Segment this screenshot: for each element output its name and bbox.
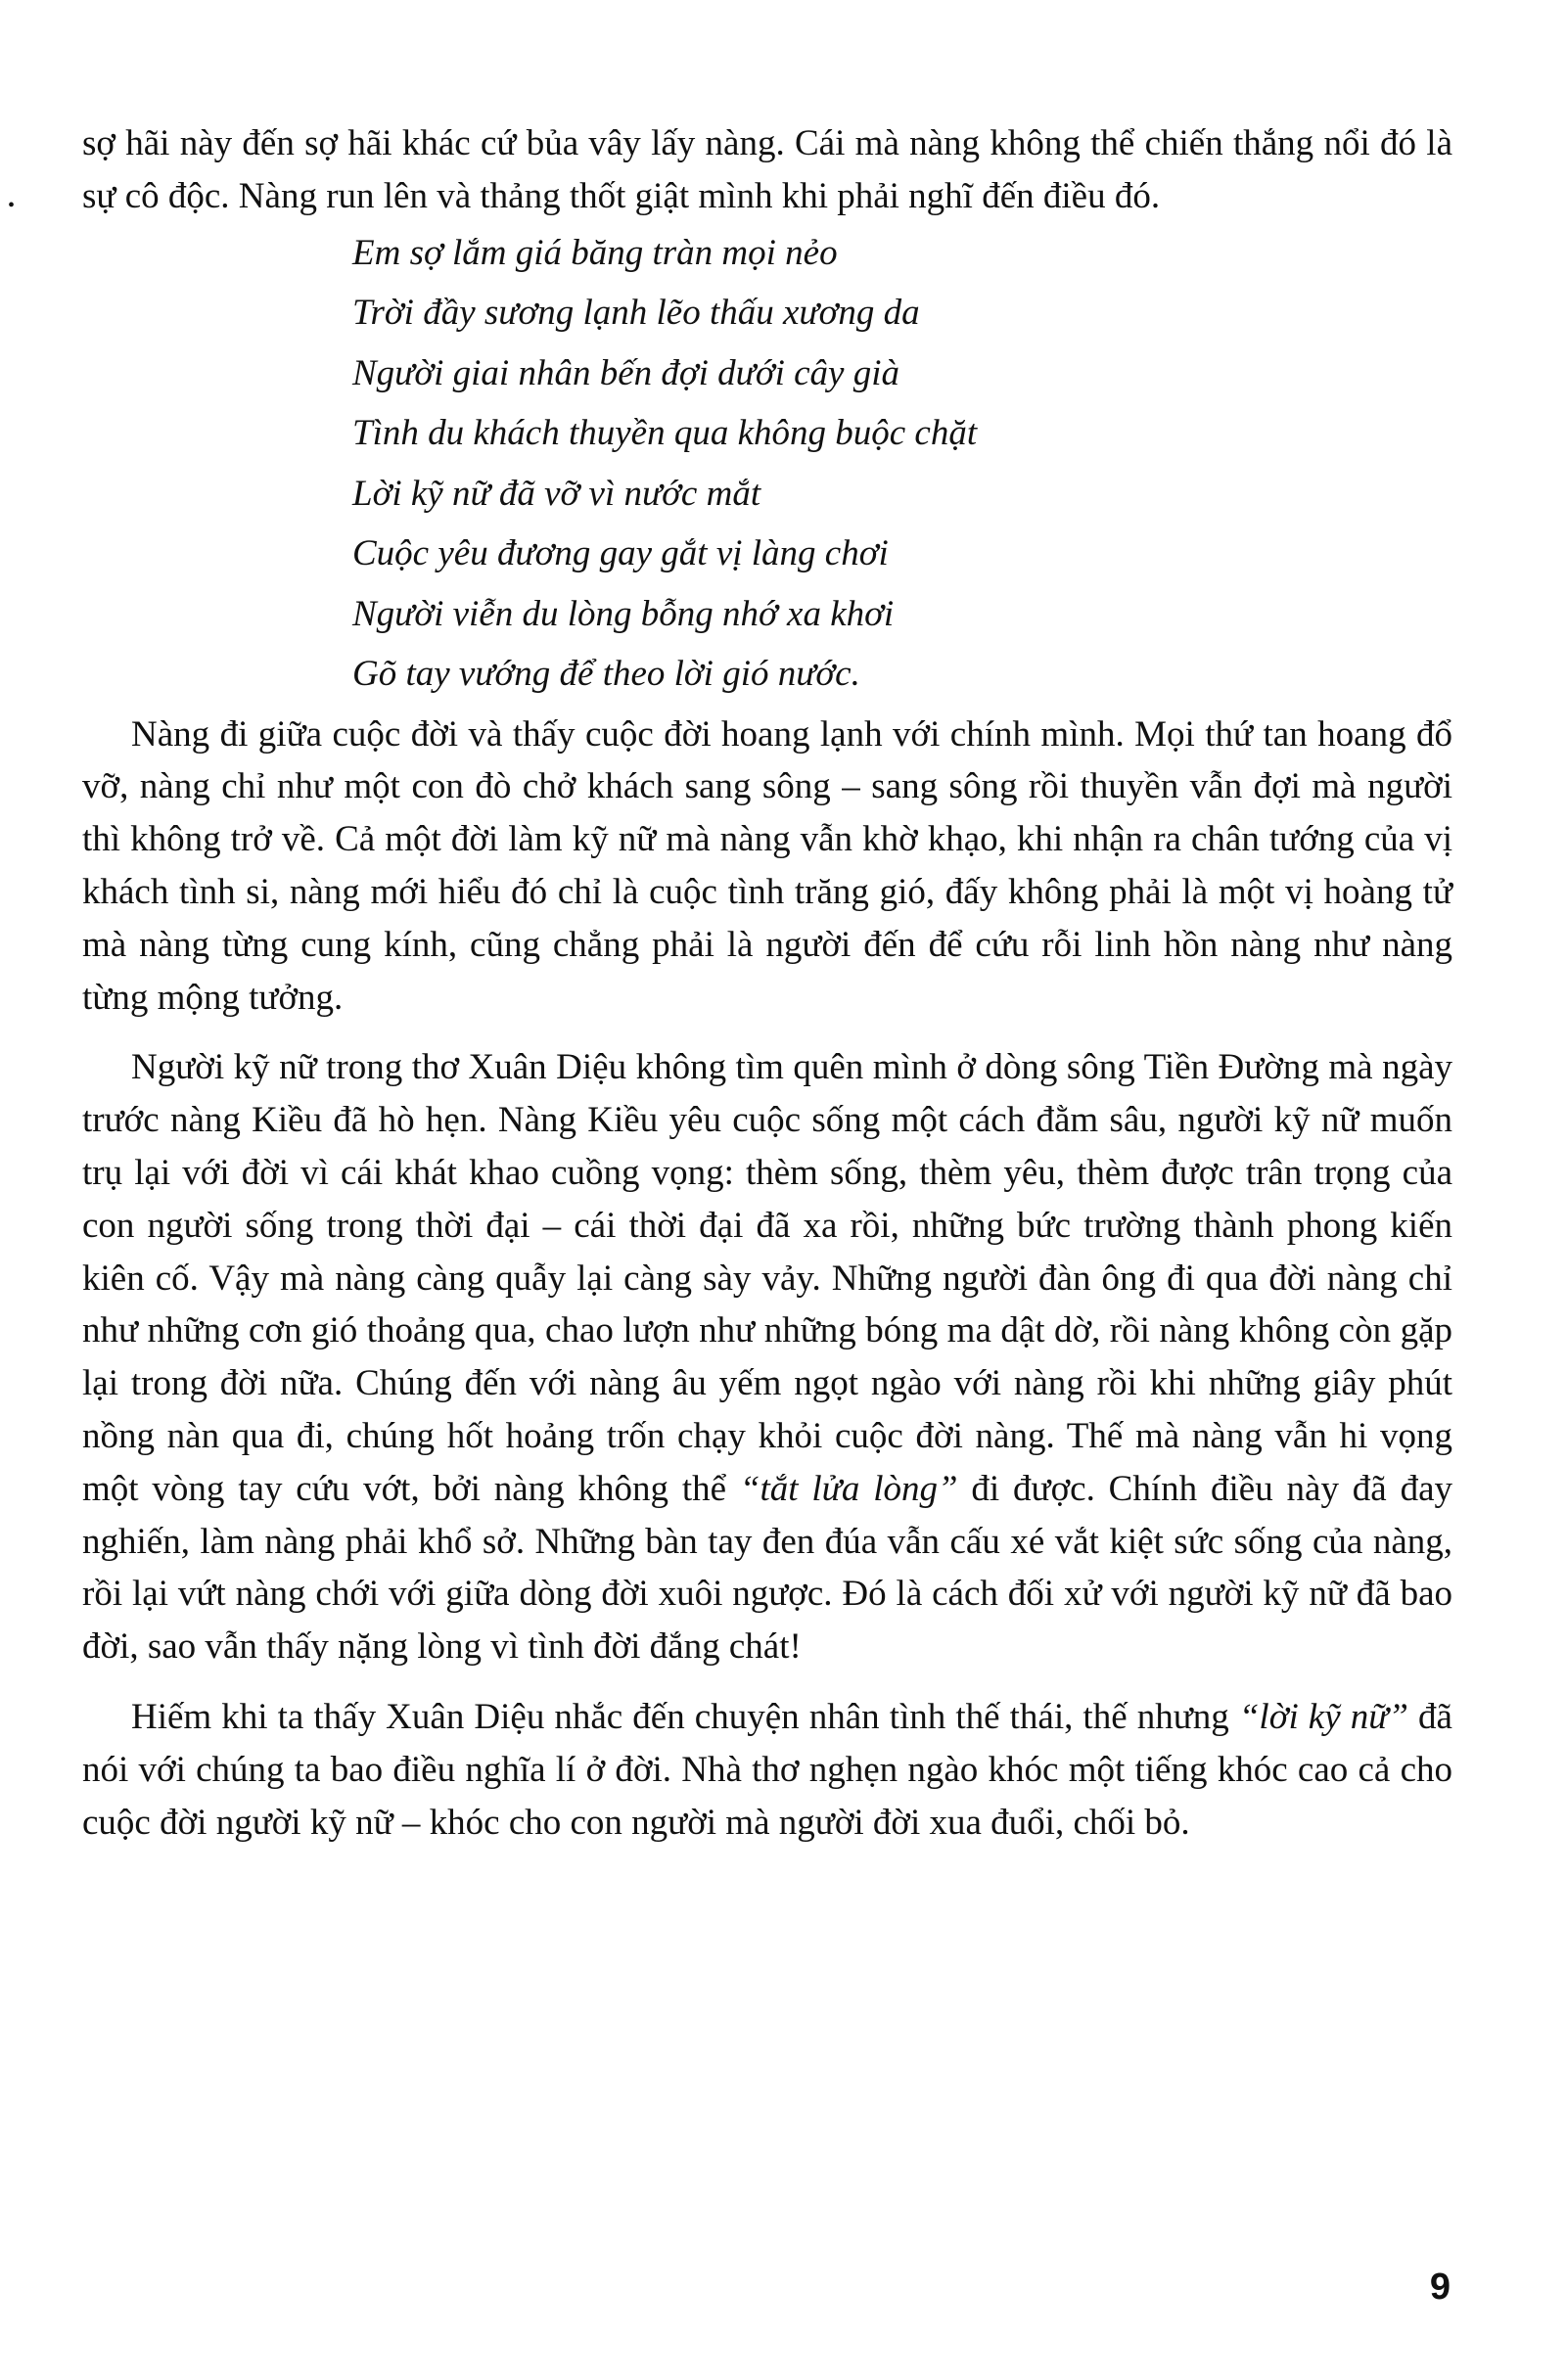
poem-line: Gõ tay vướng để theo lời gió nước.: [352, 654, 860, 695]
margin-mark: •: [8, 195, 16, 216]
paragraph-3: [82, 1041, 1452, 1673]
paragraph-4-text-b: đã nói với chúng ta bao điều nghĩa lí ở đời. Nhà thơ nghẹn ngào khóc một tiếng khóc cao cả cho cuộc đời người kỹ nữ – khóc cho con người mà người đời xua đuổi, chối bỏ.: [82, 1696, 1452, 1843]
poem-block: [352, 223, 1452, 705]
poem-line: Người giai nhân bến đợi dưới cây già: [352, 352, 899, 393]
quote-loi-ky-nu: “lời kỹ nữ”: [1238, 1696, 1408, 1737]
paragraph-4: [82, 1691, 1452, 1849]
poem-line: Em sợ lắm giá băng tràn mọi nẻo: [352, 232, 838, 273]
poem-line: Trời đầy sương lạnh lẽo thấu xương da: [352, 293, 920, 334]
page-body: [82, 117, 1452, 1849]
poem-line: Cuộc yêu đương gay gắt vị làng chơi: [352, 533, 889, 574]
page-number: 9: [1429, 2266, 1451, 2308]
quote-tat-lua-long: “tắt lửa lòng”: [739, 1468, 958, 1509]
paragraph-4-text-a: Hiếm khi ta thấy Xuân Diệu nhắc đến chuyện nhân tình thế thái, thế nhưng: [131, 1696, 1239, 1737]
paragraph-2: Nàng đi giữa cuộc đời và thấy cuộc đời hoang lạnh với chính mình. Mọi thứ tan hoang đổ vỡ, nàng chỉ như một con đò chở khách sang sông – sang sông rồi thuyền vẫn đợi mà người thì không trở về. Cả một đời làm kỹ nữ mà nàng vẫn khờ khạo, khi nhận ra chân tướng của vị khách tình si, nàng mới hiểu đó chỉ là cuộc tình trăng gió, đấy không phải là một vị hoàng tử mà nàng từng cung kính, cũng chẳng phải là người đến để cứu rỗi linh hồn nàng như nàng từng mộng tưởng.: [82, 713, 1452, 1018]
poem-line: Tình du khách thuyền qua không buộc chặt: [352, 413, 978, 454]
poem-line: Người viễn du lòng bỗng nhớ xa khơi: [352, 593, 895, 634]
paragraph-3-text-b: đi được. Chính điều này đã đay nghiến, làm nàng phải khổ sở. Những bàn tay đen đúa vẫn cấu xé vắt kiệt sức sống của nàng, rồi lại vứt nàng chới với giữa dòng đời xuôi ngược. Đó là cách đối xử với người kỹ nữ đã bao đời, sao vẫn thấy nặng lòng vì tình đời đắng chát!: [82, 1468, 1452, 1668]
poem-line: Lời kỹ nữ đã vỡ vì nước mắt: [352, 473, 761, 514]
paragraph-3-text-a: Người kỹ nữ trong thơ Xuân Diệu không tìm quên mình ở dòng sông Tiền Đường mà ngày trước nàng Kiều đã hò hẹn. Nàng Kiều yêu cuộc sống một cách đằm sâu, người kỹ nữ muốn trụ lại với đời vì cái khát khao cuồng vọng: thèm sống, thèm yêu, thèm được trân trọng của con người sống trong thời đại – cái thời đại đã xa rồi, những bức trường thành phong kiến kiên cố. Vậy mà nàng càng quẫy lại càng sày vảy. Những người đàn ông đi qua đời nàng chỉ như những cơn gió thoảng qua, chao lượn như những bóng ma dật dờ, rồi nàng không còn gặp lại trong đời nữa. Chúng đến với nàng âu yếm ngọt ngào với nàng rồi khi những giây phút nồng nàn qua đi, chúng hốt hoảng trốn chạy khỏi cuộc đời nàng. Thế mà nàng vẫn hi vọng một vòng tay cứu vớt, bởi nàng không thể: [82, 1047, 1452, 1509]
paragraph-intro: sợ hãi này đến sợ hãi khác cứ bủa vây lấy nàng. Cái mà nàng không thể chiến thắng nổi đó là sự cô độc. Nàng run lên và thảng thốt giật mình khi phải nghĩ đến điều đó.: [82, 123, 1452, 216]
